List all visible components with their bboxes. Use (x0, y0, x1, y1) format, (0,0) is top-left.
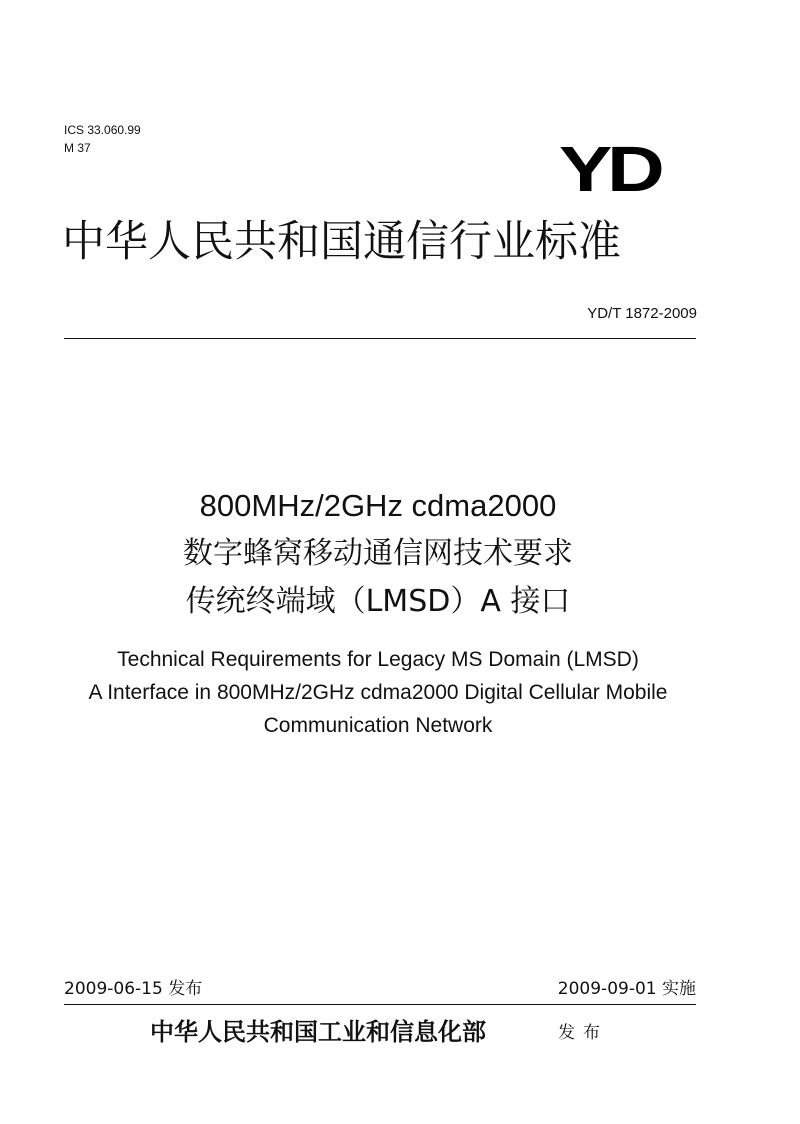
ics-code: ICS 33.060.99 (64, 123, 141, 137)
standard-category-title: 中华人民共和国通信行业标准 (62, 217, 621, 267)
bottom-divider (64, 1004, 696, 1005)
implement-date: 2009-09-01 实施 (557, 979, 696, 999)
english-title-line-2: A Interface in 800MHz/2GHz cdma2000 Digital Cellular Mobile (88, 681, 668, 704)
issue-label: 发布 (558, 1023, 608, 1043)
top-divider (64, 338, 696, 339)
english-title-line-3: Communication Network (263, 714, 493, 737)
title-line-1: 800MHz/2GHz cdma2000 (199, 488, 557, 523)
issuing-authority: 中华人民共和国工业和信息化部 (150, 1017, 486, 1046)
publish-date: 2009-06-15 发布 (64, 979, 203, 999)
classification-code: M 37 (64, 141, 91, 155)
logo-letter-d: D (607, 133, 665, 205)
logo-letter-y: Y (559, 133, 613, 205)
english-title (0, 643, 756, 742)
title-line-2: 数字蜂窝移动通信网技术要求 (183, 536, 573, 571)
yd-logo (555, 133, 665, 205)
title-line-3: 传统终端域（LMSD）A 接口 (185, 584, 571, 619)
english-title-line-1: Technical Requirements for Legacy MS Domain (LMSD) (117, 648, 639, 671)
standard-number: YD/T 1872-2009 (587, 305, 697, 322)
